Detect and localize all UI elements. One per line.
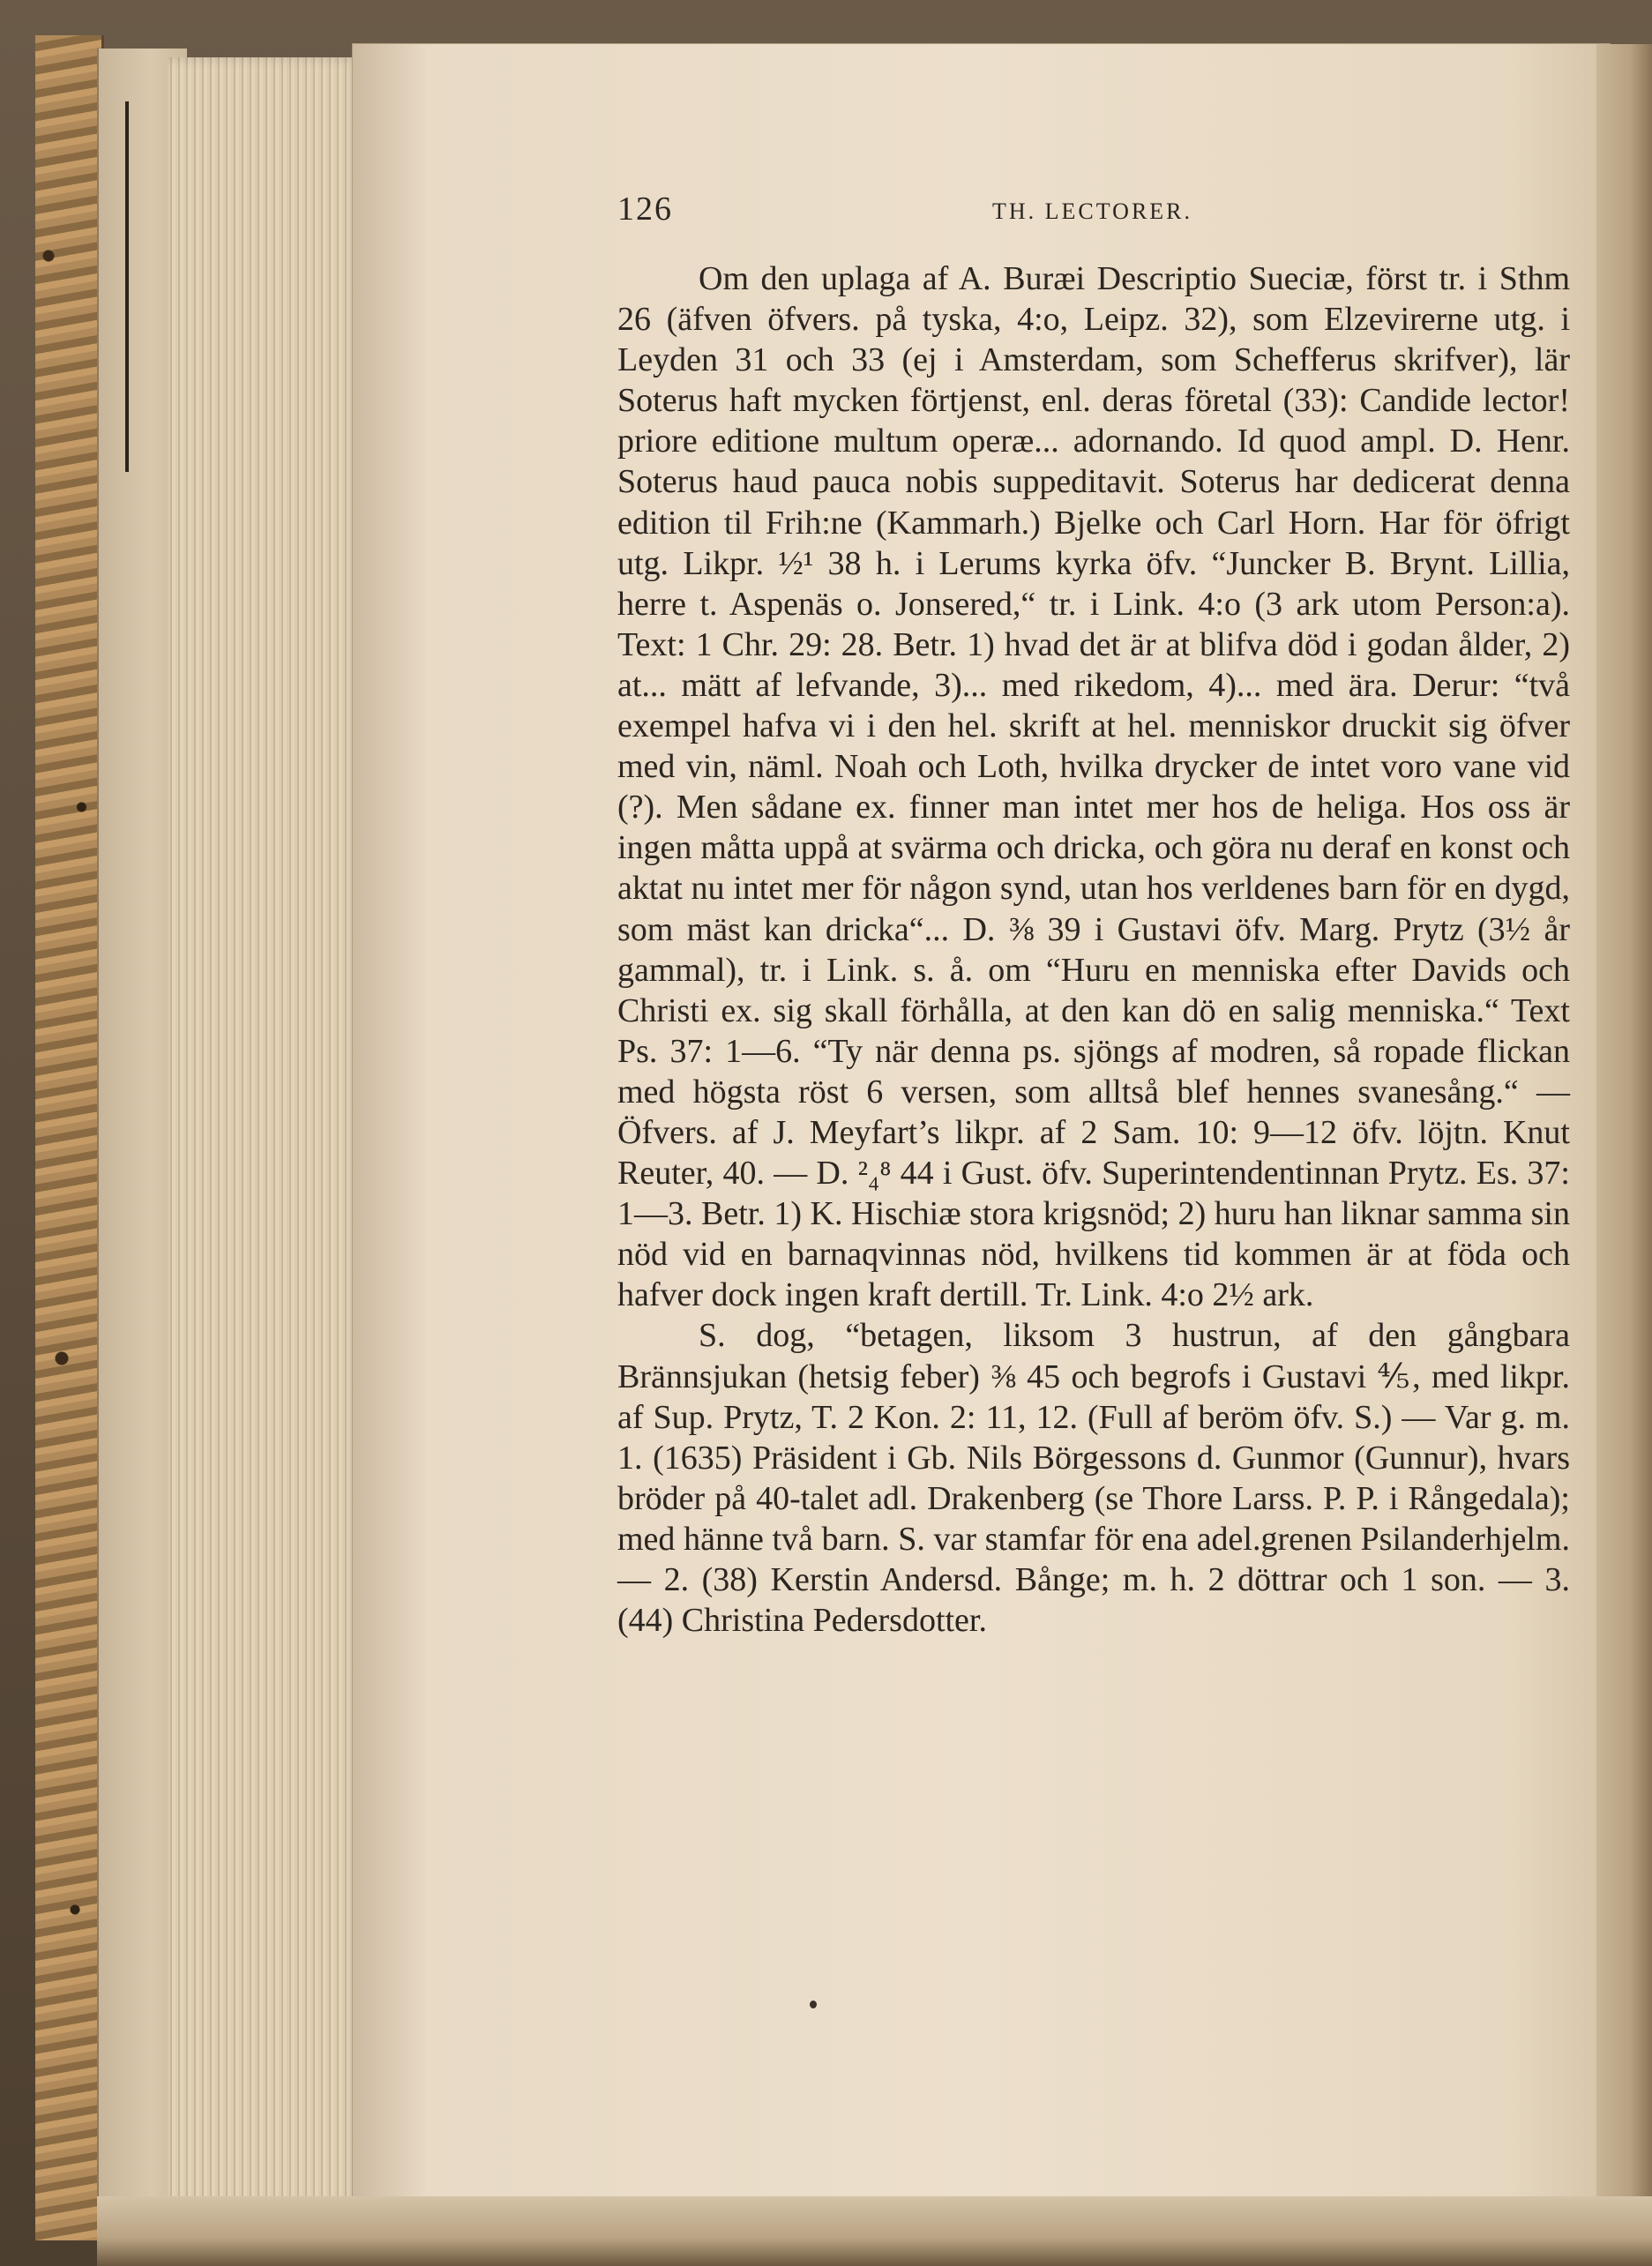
page-fore-edge (1596, 44, 1652, 2196)
page-block-edges (168, 57, 362, 2227)
bottom-edge (97, 2196, 1652, 2266)
marbled-cover (35, 35, 104, 2240)
body-text (617, 258, 1570, 1641)
paragraph: S. dog, “betagen, liksom 3 hustrun, af den gångbara Brännsjukan (hetsig feber) ⅜ 45 och begrofs i Gustavi ⅘, med likpr. af Sup. Prytz, T. 2 Kon. 2: 11, 12. (Full af beröm öfv. S.) — Var g. m. 1. (1635) Präsident i Gb. Nils Börgessons d. Gunmor (Gunnur), hvars bröder på 40-talet adl. Drakenberg (se Thore Larss. P. P. i Rångedala); med hänne två barn. S. var stamfar för ena adel.grenen Psilanderhjelm. — 2. (38) Kerstin Andersd. Bånge; m. h. 2 döttrar och 1 son. — 3. (44) Christina Pedersdotter. (617, 1317, 1570, 1640)
running-head: TH. LECTORER. (992, 198, 1193, 224)
ink-dot (810, 2001, 817, 2008)
paragraph: Om den uplaga af A. Buræi Descriptio Sueciæ, först tr. i Sthm 26 (äfven öfvers. på tyska, 4:o, Leipz. 32), som Elzevirerne utg. i Leyden 31 och 33 (ej i Amsterdam, som Schefferus skrifver), lär Soterus haft mycken förtjenst, enl. deras företal (33): Candide lector! priore editione multum operæ... adornando. Id quod ampl. D. Henr. Soterus haud pauca nobis suppeditavit. Soterus har dedicerat denna edition til Frih:ne (Kammarh.) Bjelke och Carl Horn. Har för öfrigt utg. Likpr. ½¹ 38 h. i Lerums kyrka öfv. “Juncker B. Brynt. Lillia, herre t. Aspenäs o. Jonsered,“ tr. i Link. 4:o (3 ark utom Person:a). Text: 1 Chr. 29: 28. Betr. 1) hvad det är at blifva död i godan ålder, 2) at... mätt af lefvande, 3)... med rikedom, 4)... med ära. Derur: “två exempel hafva vi i den hel. skrift at hel. menniskor druckit sig öfver med vin, näml. Noah och Loth, hvilka drycker de intet voro vane vid (?). Men sådane ex. finner man intet mer hos de heliga. Hos oss är ingen måtta uppå at svärma och dricka, och göra nu deraf en konst och aktat nu intet mer för någon synd, utan hos verldenes barn för en dygd, som mäst kan dricka“... D. ⅜ 39 i Gustavi öfv. Marg. Prytz (3½ år gammal), tr. i Link. s. å. om “Huru en menniska efter Davids och Christi ex. sig skall förhålla, at den kan dö en salig menniska.“ Text Ps. 37: 1—6. “Ty när denna ps. sjöngs af modren, så ropade flickan med högsta röst 6 versen, som alltså blef hennes svanesång.“ — Öfvers. af J. Meyfart’s likpr. af 2 Sam. 10: 9—12 öfv. löjtn. Knut Reuter, 40. — D. ²₄⁸ 44 i Gust. öfv. Superintendentinnan Prytz. Es. 37: 1—3. Betr. 1) K. Hischiæ stora krigsnöd; 2) huru han liknar samma sin nöd vid en barnaqvinnas nöd, hvilkens tid kommen är at föda och hafver dock ingen kraft dertill. Tr. Link. 4:o 2½ ark. (617, 260, 1570, 1314)
endpaper-rule (125, 101, 129, 472)
page-number: 126 (617, 191, 673, 228)
